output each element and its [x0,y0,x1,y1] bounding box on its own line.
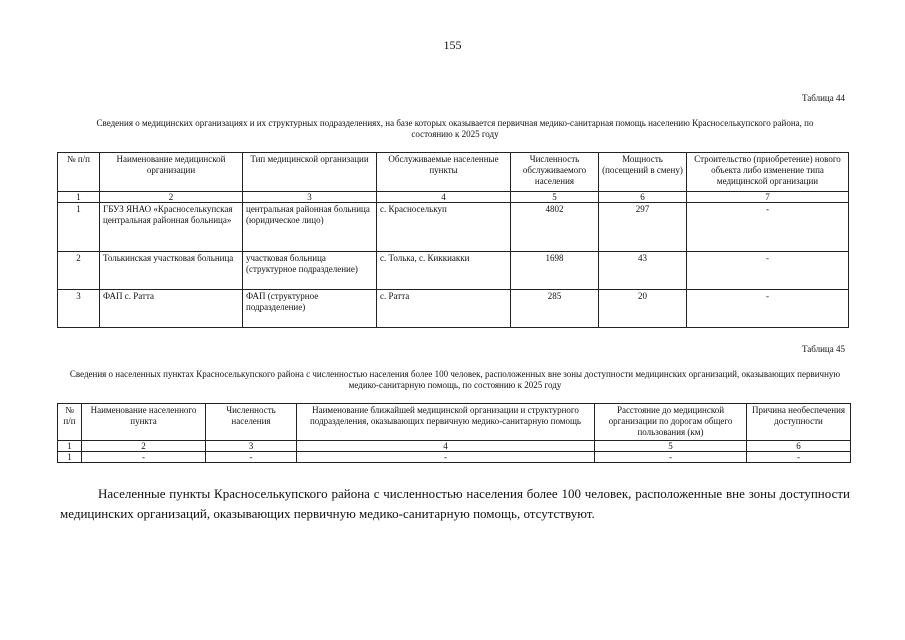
table-45-header-cell: Численность населения [206,404,297,441]
table-cell: ГБУЗ ЯНАО «Красноселькупская центральная районная больница» [100,203,243,252]
table-cell: участковая больница (структурное подразделение) [243,252,377,290]
table-44-header-cell: Численность обслуживаемого населения [511,153,599,192]
table-cell: 1698 [511,252,599,290]
table-cell: - [687,203,849,252]
table-45-header-cell: Расстояние до медицинской организации по дорогам общего пользования (км) [595,404,747,441]
column-number: 2 [100,192,243,203]
table-cell: - [297,452,595,463]
column-number: 6 [599,192,687,203]
column-number: 7 [687,192,849,203]
table-cell: Толькинская участковая больница [100,252,243,290]
table-45-header-cell: № п/п [58,404,82,441]
table-cell: с. Толька, с. Киккиакки [377,252,511,290]
column-number: 1 [58,441,82,452]
table-cell: 297 [599,203,687,252]
table-45-header-row [58,404,851,441]
table-cell: 285 [511,290,599,328]
column-number: 3 [206,441,297,452]
table-cell: - [687,290,849,328]
table-44-header-cell: Строительство (приобретение) нового объекта либо изменение типа медицинской организации [687,153,849,192]
page-number: 155 [443,38,462,52]
table-44-header-row [58,153,849,192]
column-number: 5 [511,192,599,203]
table-45-label: Таблица 45 [802,344,845,354]
table-45 [57,403,851,463]
table-44-header-cell: Мощность (посещений в смену) [599,153,687,192]
column-number: 2 [82,441,206,452]
table-row [58,290,849,328]
table-cell: с. Ратта [377,290,511,328]
table-cell: ФАП с. Ратта [100,290,243,328]
table-row [58,452,851,463]
table-cell: 20 [599,290,687,328]
table-45-header-cell: Наименование ближайшей медицинской организации и структурного подразделения, оказывающих первичную медико-санитарную помощь [297,404,595,441]
table-cell: - [206,452,297,463]
table-row [58,203,849,252]
table-44-header-cell: Обслуживаемые населенные пункты [377,153,511,192]
table-44-column-numbers-row [58,192,849,203]
table-cell: ФАП (структурное подразделение) [243,290,377,328]
table-45-header-cell: Наименование населенного пункта [82,404,206,441]
table-44-header-cell: Наименование медицинской организации [100,153,243,192]
table-cell: 1 [58,203,100,252]
table-44-header-cell: Тип медицинской организации [243,153,377,192]
table-cell: 3 [58,290,100,328]
table-cell: 43 [599,252,687,290]
table-45-column-numbers-row [58,441,851,452]
column-number: 5 [595,441,747,452]
column-number: 4 [377,192,511,203]
table-cell: - [687,252,849,290]
column-number: 1 [58,192,100,203]
table-45-header-cell: Причина необеспечения доступности [747,404,851,441]
footer-paragraph: Населенные пункты Красноселькупского района с численностью населения более 100 человек, расположенные вне зоны доступности медицинских организаций, оказывающих первичную медико-санитарную помощь, отсутствуют. [60,486,850,521]
table-cell: 4802 [511,203,599,252]
table-44-header-cell: № п/п [58,153,100,192]
table-cell: - [82,452,206,463]
table-cell: - [595,452,747,463]
table-44-caption: Сведения о медицинских организациях и их структурных подразделениях, на базе которых оказывается первичная медико-санитарная помощь населению Красноселькупского района, по состоянию к 2025 году [96,118,814,139]
column-number: 4 [297,441,595,452]
table-cell: - [747,452,851,463]
column-number: 3 [243,192,377,203]
table-cell: центральная районная больница (юридическое лицо) [243,203,377,252]
table-cell: 1 [58,452,82,463]
table-44 [57,152,849,328]
table-cell: с. Красноселькуп [377,203,511,252]
table-cell: 2 [58,252,100,290]
table-45-caption: Сведения о населенных пунктах Красноселькупского района с численностью населения более 100 человек, расположенных вне зоны доступности медицинских организаций, оказывающих первичную медико-санитарную помощь, по состоянию к 2025 году [69,369,841,390]
column-number: 6 [747,441,851,452]
table-44-label: Таблица 44 [802,93,845,103]
table-row [58,252,849,290]
